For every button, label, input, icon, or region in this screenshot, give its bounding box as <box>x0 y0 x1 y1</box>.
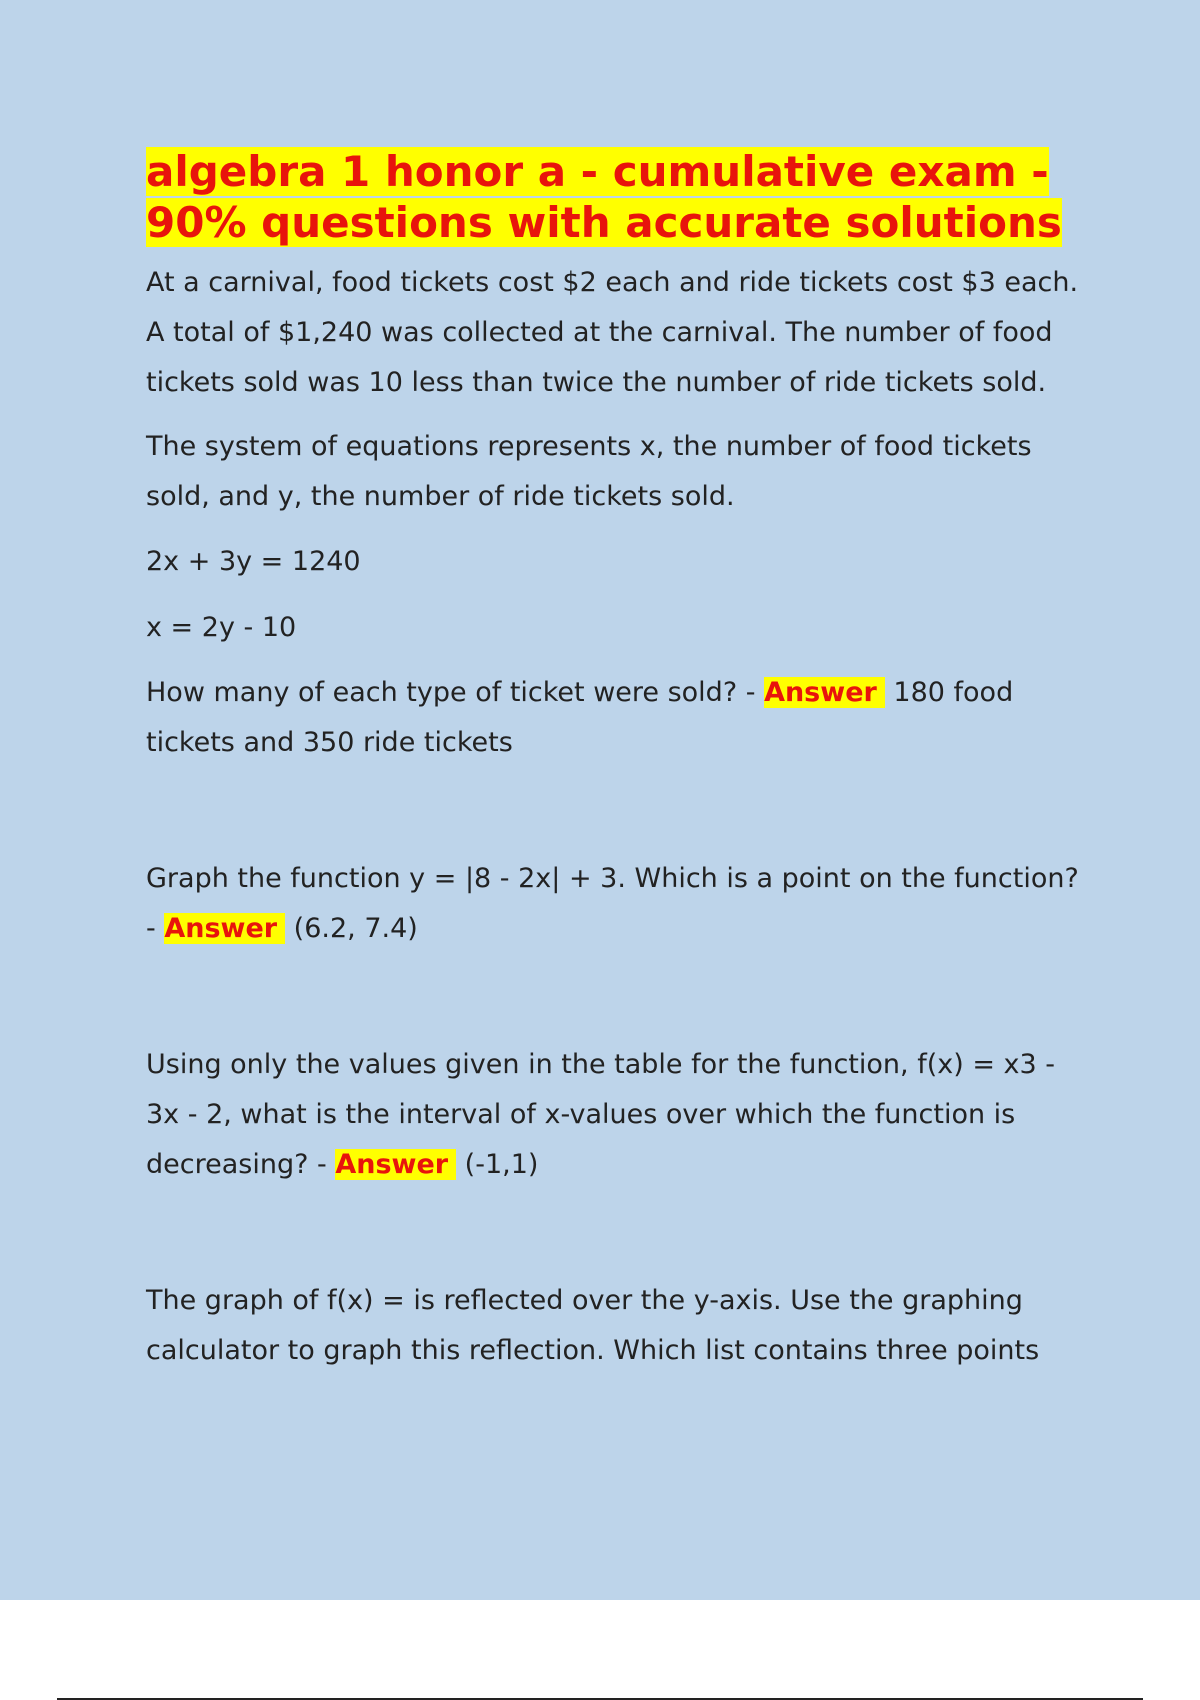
question-1-system-description: The system of equations represents x, the number of food tickets sold, and y, the number of ride tickets sold. <box>146 431 1032 512</box>
question-1-prompt <box>146 668 1086 768</box>
question-1-answer: 180 food tickets and 350 ride tickets <box>146 677 1014 758</box>
question-spacer <box>146 1204 1086 1276</box>
question-3-text: Using only the values given in the table for the function, f(x) = x3 - 3x - 2, what is the interval of x-values over which the function is decreasing? - <box>146 1049 1056 1180</box>
answer-label: Answer <box>335 1149 456 1180</box>
question-4-prompt: The graph of f(x) = is reflected over the y-axis. Use the graphing calculator to graph this reflection. Which list contains three points <box>146 1285 1040 1366</box>
question-3-answer: (-1,1) <box>456 1149 539 1180</box>
question-2 <box>146 854 1086 954</box>
question-spacer <box>146 782 1086 854</box>
document-title <box>146 146 1086 248</box>
document-title-text: algebra 1 honor a - cumulative exam - 90% questions with accurate solutions <box>146 147 1062 247</box>
question-spacer <box>146 968 1086 1040</box>
question-1-text: How many of each type of ticket were sold? - <box>146 677 765 708</box>
document-body <box>146 146 1086 1390</box>
question-1-context: At a carnival, food tickets cost $2 each and ride tickets cost $3 each. A total of $1,240 was collected at the carnival. The number of food tickets sold was 10 less than twice the number of ride tickets sold. <box>146 267 1079 398</box>
question-2-text: Graph the function y = |8 - 2x| + 3. Which is a point on the function? - <box>146 863 1079 944</box>
answer-label: Answer <box>764 677 885 708</box>
question-3 <box>146 1040 1086 1190</box>
equation-1: 2x + 3y = 1240 <box>146 546 361 577</box>
question-4 <box>146 1276 1086 1376</box>
question-3-prompt <box>146 1040 1086 1190</box>
equation-2: x = 2y - 10 <box>146 612 297 643</box>
question-2-answer: (6.2, 7.4) <box>285 913 418 944</box>
question-1 <box>146 258 1086 768</box>
answer-label: Answer <box>164 913 285 944</box>
question-2-prompt <box>146 854 1086 954</box>
